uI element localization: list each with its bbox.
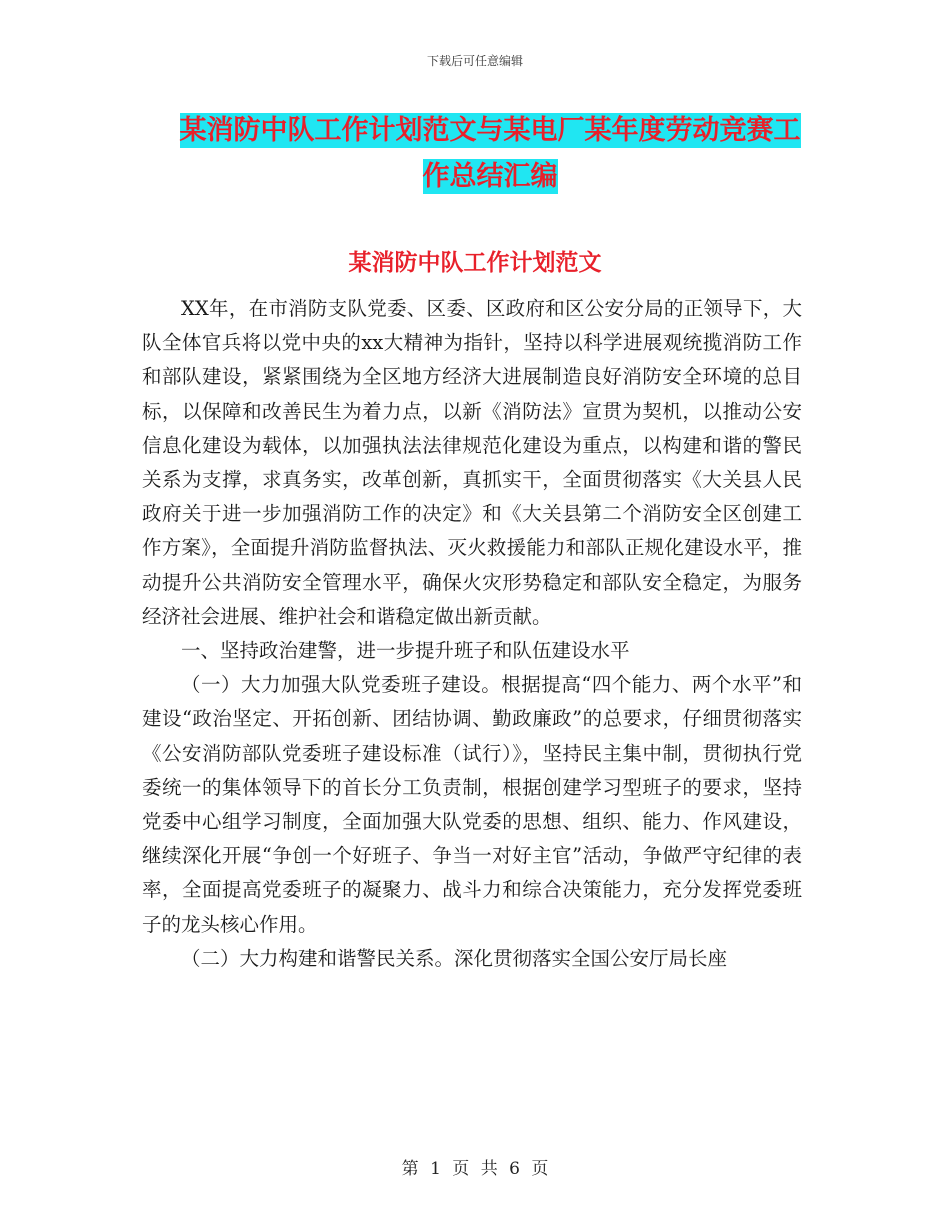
document-title xyxy=(150,108,830,200)
document-title-line-2: 作总结汇编 xyxy=(422,161,558,192)
paragraph-intro: XX年，在市消防支队党委、区委、区政府和区公安分局的正领导下，大队全体官兵将以党中央的xx大精神为指针，坚持以科学进展观统揽消防工作和部队建设，紧紧围绕为全区地方经济大进展制造良好消防安全环境的总目标，以保障和改善民生为着力点，以新《消防法》宣贯为契机，以推动公安信息化建设为载体，以加强执法法律规范化建设为重点，以构建和谐的警民关系为支撑，求真务实，改革创新，真抓实干，全面贯彻落实《大关县人民政府关于进一步加强消防工作的决定》和《大关县第二个消防安全区创建工作方案》，全面提升消防监督执法、灭火救援能力和部队正规化建设水平，推动提升公共消防安全管理水平，确保火灾形势稳定和部队安全稳定，为服务经济社会进展、维护社会和谐稳定做出新贡献。 xyxy=(142,297,802,628)
page-footer: 第 1 页 共 6 页 xyxy=(401,1159,549,1179)
document-title-line-1: 某消防中队工作计划范文与某电厂某年度劳动竞赛工 xyxy=(179,115,801,146)
paragraph-heading-1: 一、坚持政治建警，进一步提升班子和队伍建设水平 xyxy=(181,639,630,663)
paragraph-item-2: （二）大力构建和谐警民关系。深化贯彻落实全国公安厅局长座 xyxy=(181,946,728,970)
paragraph-item-1: （一）大力加强大队党委班子建设。根据提高“四个能力、两个水平”和建设“政治坚定、开拓创新、团结协调、勤政廉政”的总要求，仔细贯彻落实《公安消防部队党委班子建设标准（试行）》，坚持民主集中制，贯彻执行党委统一的集体领导下的首长分工负责制，根据创建学习型班子的要求，坚持党委中心组学习制度，全面加强大队党委的思想、组织、能力、作风建设，继续深化开展“争创一个好班子、争当一对好主官”活动，争做严守纪律的表率，全面提高党委班子的凝聚力、战斗力和综合决策能力，充分发挥党委班子的龙头核心作用。 xyxy=(142,673,802,936)
section-title: 某消防中队工作计划范文 xyxy=(348,249,602,276)
header-note: 下载后可任意编辑 xyxy=(426,54,523,68)
document-body xyxy=(142,292,802,976)
